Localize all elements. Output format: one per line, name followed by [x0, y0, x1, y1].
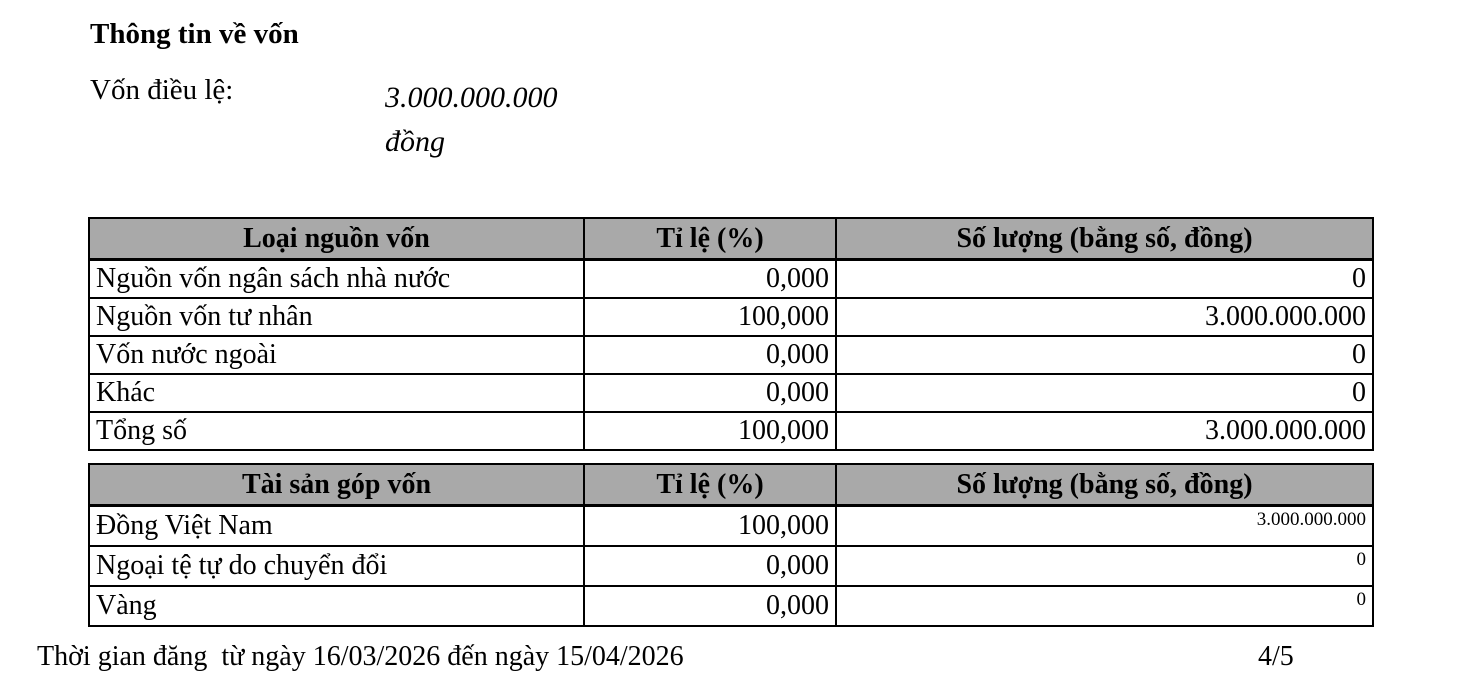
- page-number: 4/5: [1258, 641, 1294, 672]
- column-header-source-type: Loại nguồn vốn: [89, 218, 584, 260]
- row-amount: 0: [836, 260, 1373, 299]
- row-amount: 3.000.000.000: [836, 506, 1373, 547]
- column-header-amount: Số lượng (bằng số, đồng): [836, 464, 1373, 506]
- table-header-row: [89, 218, 1373, 260]
- row-amount: 3.000.000.000: [836, 298, 1373, 336]
- page-title: Thông tin về vốn: [90, 18, 299, 50]
- charter-capital-label: Vốn điều lệ:: [90, 74, 234, 106]
- row-label: Ngoại tệ tự do chuyển đổi: [89, 546, 584, 586]
- table-row: [89, 374, 1373, 412]
- row-percent: 0,000: [584, 586, 836, 626]
- table-row: [89, 412, 1373, 450]
- row-label: Vàng: [89, 586, 584, 626]
- table-row: [89, 586, 1373, 626]
- contributed-assets-table: [88, 463, 1374, 627]
- table-row: [89, 546, 1373, 586]
- table-row: [89, 506, 1373, 547]
- row-amount: 0: [836, 546, 1373, 586]
- row-label: Tổng số: [89, 412, 584, 450]
- row-percent: 0,000: [584, 336, 836, 374]
- row-amount: 3.000.000.000: [836, 412, 1373, 450]
- row-label: Vốn nước ngoài: [89, 336, 584, 374]
- capital-sources-table: [88, 217, 1374, 451]
- row-label: Đồng Việt Nam: [89, 506, 584, 547]
- row-label: Nguồn vốn tư nhân: [89, 298, 584, 336]
- charter-capital-amount: 3.000.000.000: [385, 81, 558, 114]
- charter-capital-value: [385, 76, 558, 164]
- table-header-row: [89, 464, 1373, 506]
- table-row: [89, 336, 1373, 374]
- column-header-percent: Tỉ lệ (%): [584, 464, 836, 506]
- table-row: [89, 260, 1373, 299]
- publication-period: Thời gian đăng từ ngày 16/03/2026 đến ngày 15/04/2026: [37, 641, 684, 672]
- column-header-percent: Tỉ lệ (%): [584, 218, 836, 260]
- row-percent: 100,000: [584, 298, 836, 336]
- row-percent: 0,000: [584, 546, 836, 586]
- row-amount: 0: [836, 374, 1373, 412]
- row-amount: 0: [836, 336, 1373, 374]
- row-percent: 100,000: [584, 412, 836, 450]
- row-amount: 0: [836, 586, 1373, 626]
- row-label: Khác: [89, 374, 584, 412]
- row-percent: 100,000: [584, 506, 836, 547]
- row-percent: 0,000: [584, 374, 836, 412]
- charter-capital-unit: đồng: [385, 125, 445, 158]
- column-header-amount: Số lượng (bằng số, đồng): [836, 218, 1373, 260]
- column-header-asset-type: Tài sản góp vốn: [89, 464, 584, 506]
- row-label: Nguồn vốn ngân sách nhà nước: [89, 260, 584, 299]
- row-percent: 0,000: [584, 260, 836, 299]
- table-row: [89, 298, 1373, 336]
